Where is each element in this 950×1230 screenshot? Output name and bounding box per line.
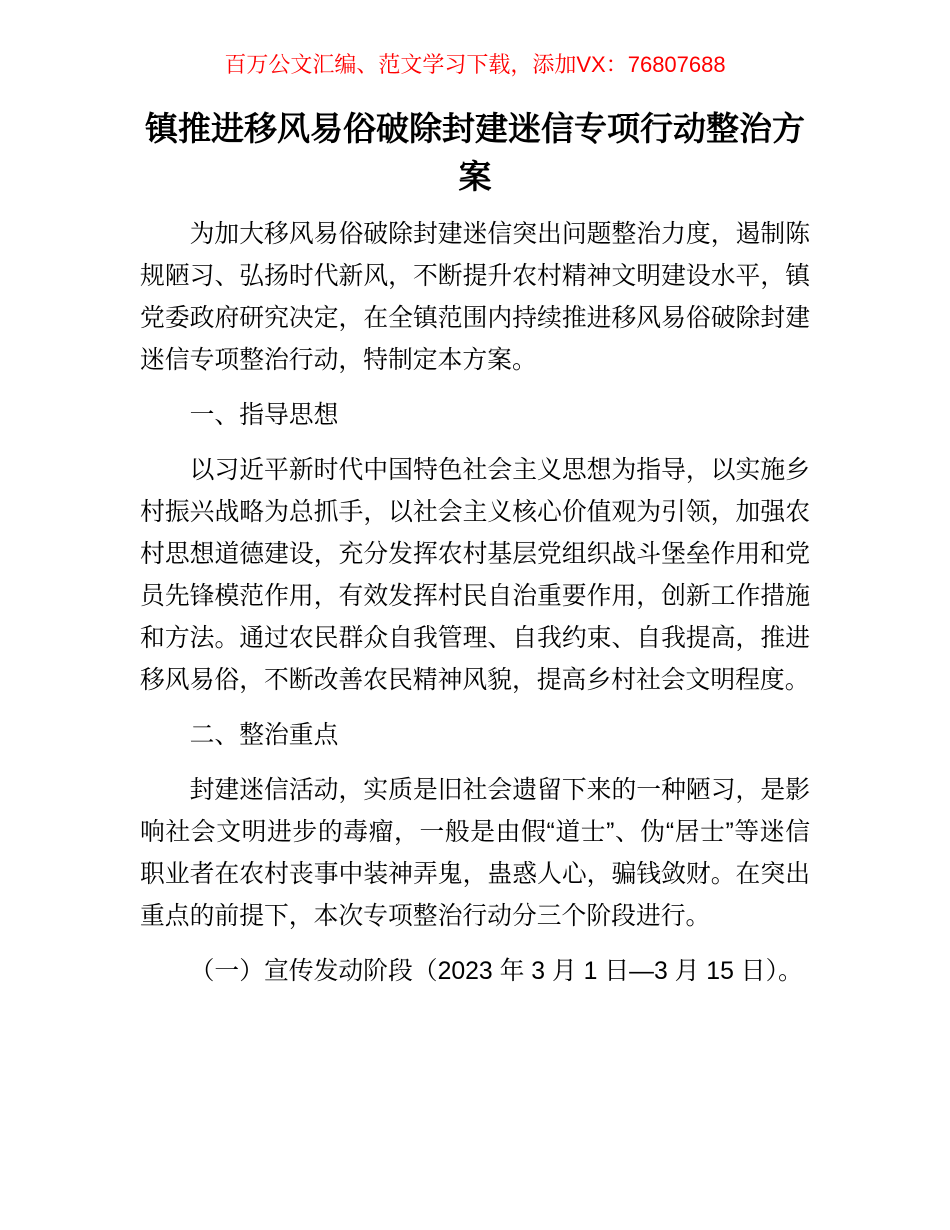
- promo-notice-banner: 百万公文汇编、范文学习下载，添加VX：76807688: [224, 52, 726, 77]
- paragraph-guiding-ideology: 以习近平新时代中国特色社会主义思想为指导，以实施乡村振兴战略为总抓手，以社会主义核心价值观为引领，加强农村思想道德建设，充分发挥农村基层党组织战斗堡垒作用和党员先锋模范作用，有效发挥村民自治重要作用，创新工作措施和方法。通过农民群众自我管理、自我约束、自我提高，推进移风易俗，不断改善农民精神风貌，提高乡村社会文明程度。: [140, 457, 810, 694]
- section-heading-guiding-ideology: 一、指导思想: [189, 402, 339, 429]
- paragraph-stage-one-publicity: （一）宣传发动阶段（2023 年 3 月 1 日—3 月 15 日）。: [189, 958, 803, 985]
- paragraph-intro: 为加大移风易俗破除封建迷信突出问题整治力度，遏制陈规陋习、弘扬时代新风，不断提升农村精神文明建设水平，镇党委政府研究决定，在全镇范围内持续推进移风易俗破除封建迷信专项整治行动，特制定本方案。: [140, 221, 810, 374]
- section-heading-rectification-focus: 二、整治重点: [189, 722, 339, 749]
- document-title: 镇推进移风易俗破除封建迷信专项行动整治方案: [145, 110, 805, 195]
- paragraph-rectification-focus: 封建迷信活动，实质是旧社会遗留下来的一种陋习，是影响社会文明进步的毒瘤，一般是由假“道士”、伪“居士”等迷信职业者在农村丧事中装神弄鬼，蛊惑人心，骗钱敛财。在突出重点的前提下，本次专项整治行动分三个阶段进行。: [140, 777, 810, 930]
